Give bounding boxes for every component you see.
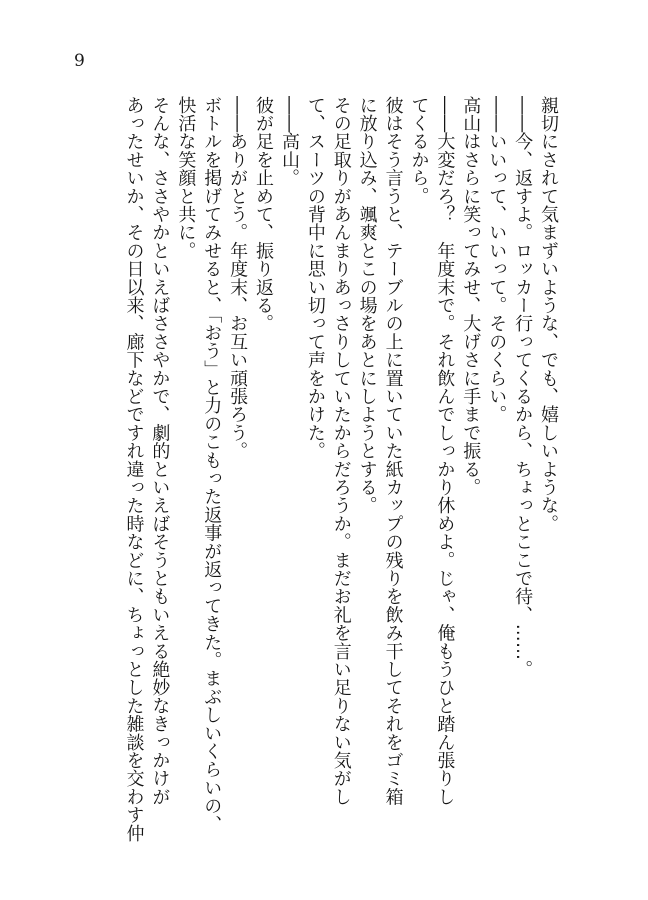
text-line: その足取りがあんまりあっさりしていたからだろうか。まだお礼を言い足りない気がし xyxy=(330,96,352,806)
text-line: ボトルを掲げてみせると、「おう」と力のこもった返事が返ってきた。まぶしいくらいの、 xyxy=(201,96,223,834)
text-line: ――いいって、いいって。そのくらい。 xyxy=(486,96,508,424)
text-line: に放り込み、颯爽とこの場をあとにしようとする。 xyxy=(356,96,378,515)
text-line: ――高山。 xyxy=(278,96,300,187)
text-line: 彼が足を止めて、振り返る。 xyxy=(253,96,275,333)
text-line: 親切にされて気まずいような、でも、嬉しいような。 xyxy=(538,96,559,533)
text-line: て、スーツの背中に思い切って声をかけた。 xyxy=(304,96,326,460)
text-line: ――今、返すよ。ロッカー行ってくるから、ちょっとここで待、……。 xyxy=(512,96,534,679)
text-line: そんな、ささやかといえばささやかで、劇的といえばそうともいえる絶妙なきっかけが xyxy=(149,96,171,806)
text-line: てくるから。 xyxy=(408,96,430,206)
body-text xyxy=(121,96,561,843)
text-line: 快活な笑顔と共に。 xyxy=(175,96,197,260)
text-line: 彼はそう言うと、テーブルの上に置いていた紙カップの残りを飲み干してそれをゴミ箱 xyxy=(382,96,404,806)
text-line: 高山はさらに笑ってみせ、大げさに手まで振る。 xyxy=(460,96,482,497)
page-number: 9 xyxy=(74,51,85,71)
text-line: あったせいか、その日以来、廊下などですれ違った時などに、ちょっとした雑談を交わす仲 xyxy=(123,96,145,843)
text-line: ――大変だろ？ 年度末で。それ飲んでしっかり休めよ。じゃ、俺もうひと踏ん張りし xyxy=(434,96,456,806)
text-line: ――ありがとう。年度末、お互い頑張ろう。 xyxy=(227,96,249,460)
